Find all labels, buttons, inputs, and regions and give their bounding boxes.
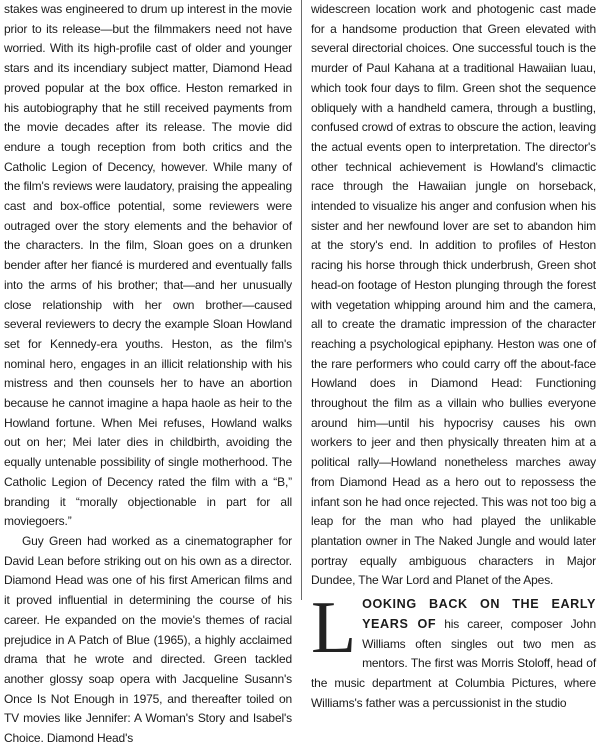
section-opening — [311, 587, 596, 713]
right-column — [311, 0, 596, 713]
section-text: his career, composer John Williams often singles out two men as mentors. The first was Morris Stoloff, head of the music department at Columbia Pictures, where Williams's father was a percussionist in the studio — [311, 616, 596, 710]
section-lead-in: OOKING BACK ON THE EARLY YEARS OF — [362, 597, 596, 631]
left-column — [4, 0, 292, 749]
body-paragraph: widescreen location work and photogenic cast made for a handsome production that Green elevated with several directorial choices. One successful touch is the murder of Paul Kahana at a traditional Hawaiian luau, which took four days to film. Green shot the sequence obliquely with a handheld camera, through a bustling, confused crowd of extras to obscure the action, leaving the actual events open to interpretation. The director's other technical achievement is Howland's climactic race through the Hawaiian jungle on horseback, intended to visualize his anger and confusion when his sister and her newfound lover are set to abandon him at the story's end. In addition to profiles of Heston racing his horse through thick underbrush, Green shot head-on footage of Heston plunging through the forest with vegetation whipping around him and the camera, all to create the dramatic impression of the character reaching a psychological epiphany. Heston was one of the rare performers who could carry off the about-face Howland does in Diamond Head: Functioning throughout the film as a villain who bullies everyone around him—until his hypocrisy causes his own workers to jeer and then physically threaten him at a political rally—Howland nonetheless marches away from Diamond Head as a hero out to repossess the infant son he had once rejected. This was not too big a leap for the man who had played the unlikable plantation owner in The Naked Jungle and would later portray equally ambiguous characters in Major Dundee, The War Lord and Planet of the Apes. — [311, 2, 596, 588]
drop-cap: L — [311, 587, 357, 670]
body-paragraph: stakes was engineered to drum up interest in the movie prior to its release—but the filmmakers need not have worried. With its high-profile cast of older and younger stars and its incendiary subject matter, Diamond Head proved popular at the box office. Heston remarked in his autobiography that he still received payments from the movie decades after its release. The movie did endure a tough reception from both critics and the Catholic Legion of Decency, however. While many of the film's reviews were laudatory, praising the appealing cast and box-office potential, some reviewers were outraged over the story elements and the behavior of the characters. In the film, Sloan goes on a drunken bender after her fiancé is murdered and eventually falls into the arms of his brother; that—and her unusually close relationship with her own brother—caused several reviewers to decry the example Sloan Howland set for Kennedy-era youths. Heston, as the film's nominal hero, engages in an illicit relationship with his mistress and then counsels her to have an abortion because he cannot imagine a hapa haole as heir to the Howland fortune. When Mei refuses, Howland walks out on her; Mei later dies in childbirth, avoiding the equally untenable possibility of single motherhood. The Catholic Legion of Decency rated the film with a “B,” branding it “morally objectionable in part for all moviegoers.” — [4, 2, 292, 529]
body-paragraph: Guy Green had worked as a cinematographer for David Lean before striking out on his own as a director. Diamond Head was one of his first American films and it proved influential in determining the course of his career. He expanded on the movie's themes of racial prejudice in A Patch of Blue (1965), a highly acclaimed drama that he wrote and directed. Green tackled another glossy soap opera with Jacqueline Susann's Once Is Not Enough in 1975, and thereafter toiled on TV movies like Jennifer: A Woman's Story and Isabel's Choice. Diamond Head's — [4, 533, 292, 746]
column-divider — [301, 0, 302, 600]
